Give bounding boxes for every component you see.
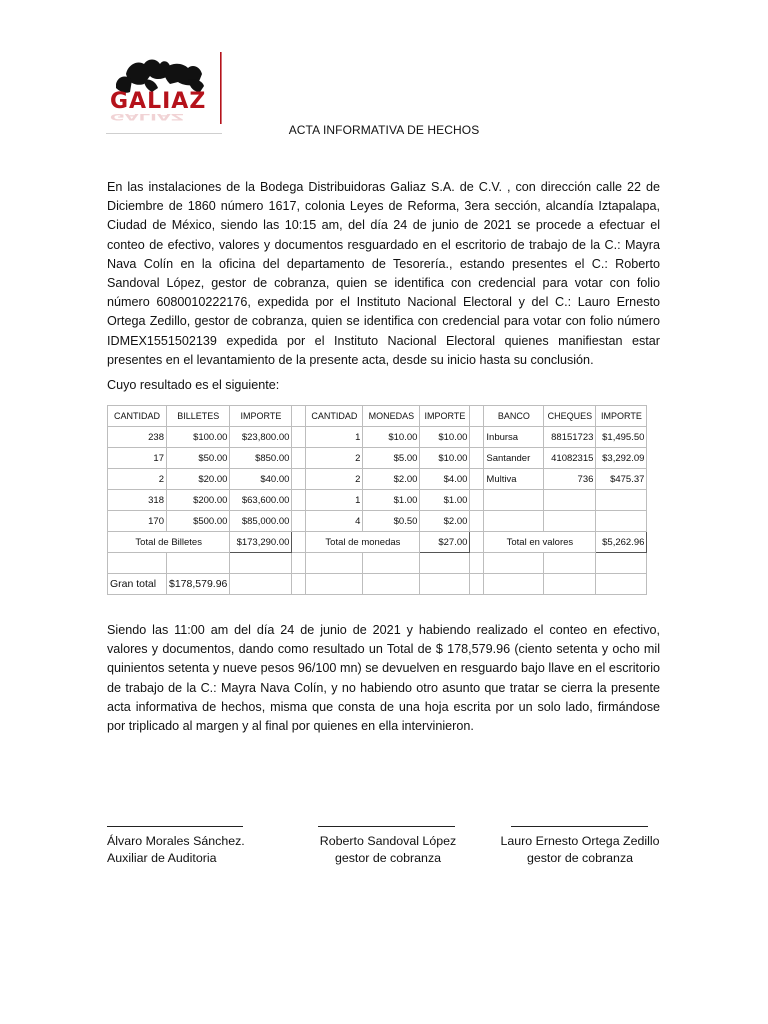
coins-amount: $10.00 xyxy=(420,427,470,448)
empty-cell xyxy=(596,553,647,574)
table-row xyxy=(108,511,647,532)
bills-amount: $40.00 xyxy=(230,469,292,490)
empty-cell xyxy=(596,574,647,595)
table-row xyxy=(108,490,647,511)
spacer-cell xyxy=(292,511,306,532)
bills-quantity: 170 xyxy=(108,511,167,532)
totals-row xyxy=(108,532,647,553)
spacer-cell xyxy=(470,532,484,553)
check-amount xyxy=(596,490,647,511)
check-amount: $475.37 xyxy=(596,469,647,490)
bank-name xyxy=(484,511,544,532)
header-cell: BANCO xyxy=(484,406,544,427)
signature-block-1 xyxy=(107,833,245,867)
bills-amount: $85,000.00 xyxy=(230,511,292,532)
grand-total-label: Gran total xyxy=(108,574,167,595)
check-number: 736 xyxy=(544,469,596,490)
check-number xyxy=(544,511,596,532)
check-number: 88151723 xyxy=(544,427,596,448)
coins-total-label: Total de monedas xyxy=(306,532,420,553)
empty-cell xyxy=(306,553,363,574)
coins-amount: $1.00 xyxy=(420,490,470,511)
coins-amount: $4.00 xyxy=(420,469,470,490)
check-number xyxy=(544,490,596,511)
bills-amount: $850.00 xyxy=(230,448,292,469)
signer-name: Álvaro Morales Sánchez. xyxy=(107,834,245,848)
coins-quantity: 1 xyxy=(306,490,363,511)
signer-role: Auxiliar de Auditoria xyxy=(107,851,217,865)
logo-text: GALIAZ xyxy=(110,89,207,114)
check-amount xyxy=(596,511,647,532)
spacer-cell xyxy=(470,574,484,595)
company-logo xyxy=(104,50,224,134)
empty-cell xyxy=(420,574,470,595)
empty-cell xyxy=(420,553,470,574)
signer-role: gestor de cobranza xyxy=(526,851,634,865)
document-title: ACTA INFORMATIVA DE HECHOS xyxy=(288,123,480,137)
spacer-cell xyxy=(470,469,484,490)
empty-cell xyxy=(544,574,596,595)
empty-cell xyxy=(230,574,292,595)
signer-name: Roberto Sandoval López xyxy=(319,834,457,848)
empty-row xyxy=(108,553,647,574)
coins-quantity: 2 xyxy=(306,448,363,469)
coins-quantity: 4 xyxy=(306,511,363,532)
table-row xyxy=(108,448,647,469)
grand-total-row xyxy=(108,574,647,595)
header-cell: IMPORTE xyxy=(230,406,292,427)
bills-total-label: Total de Billetes xyxy=(108,532,230,553)
signer-name: Lauro Ernesto Ortega Zedillo xyxy=(500,834,660,848)
coins-denomination: $2.00 xyxy=(363,469,420,490)
header-cell: CANTIDAD xyxy=(108,406,167,427)
empty-cell xyxy=(230,553,292,574)
table-row xyxy=(108,427,647,448)
bills-denomination: $20.00 xyxy=(167,469,230,490)
spacer-cell xyxy=(470,427,484,448)
bills-quantity: 318 xyxy=(108,490,167,511)
spacer-cell xyxy=(292,427,306,448)
bills-quantity: 2 xyxy=(108,469,167,490)
bills-quantity: 238 xyxy=(108,427,167,448)
bank-name xyxy=(484,490,544,511)
spacer-cell xyxy=(292,406,306,427)
bills-amount: $23,800.00 xyxy=(230,427,292,448)
coins-denomination: $10.00 xyxy=(363,427,420,448)
bills-total-value: $173,290.00 xyxy=(230,532,292,553)
table-row xyxy=(108,469,647,490)
coins-denomination: $1.00 xyxy=(363,490,420,511)
coins-amount: $2.00 xyxy=(420,511,470,532)
opening-paragraph: En las instalaciones de la Bodega Distribuidoras Galiaz S.A. de C.V. , con dirección calle 22 de Diciembre de 1860 número 1617, colonia Leyes de Reforma, 3era sección, alcandía Iztapalapa, Ciudad de México, siendo las 10:15 am, del día 24 de junio de 2021 se procede a efectuar el conteo de efectivo, valores y documentos resguardado en el escritorio de trabajo de la C.: Mayra Nava Colín en la oficina del departamento de Tesorería., estando presentes el C.: Roberto Sandoval López, gestor de cobranza, quien se identifica con credencial para votar con folio número 6080010222176, expedida por el Instituto Nacional Electoral y del C.: Lauro Ernesto Ortega Zedillo, gestor de cobranza, quien se identifica con credencial para votar con folio número IDMEX1551502139 expedida por el Instituto Nacional Electoral quienes manifiestan estar presentes en el levantamiento de la presente acta, desde su inicio hasta su conclusión. xyxy=(107,180,660,367)
signature-line-3 xyxy=(511,826,648,827)
check-amount: $3,292.09 xyxy=(596,448,647,469)
empty-cell xyxy=(306,574,363,595)
spacer-cell xyxy=(292,469,306,490)
spacer-cell xyxy=(292,574,306,595)
header-cell: IMPORTE xyxy=(420,406,470,427)
header-cell: CANTIDAD xyxy=(306,406,363,427)
spacer-cell xyxy=(292,532,306,553)
coins-total-value: $27.00 xyxy=(420,532,470,553)
empty-cell xyxy=(363,553,420,574)
check-number: 41082315 xyxy=(544,448,596,469)
spacer-cell xyxy=(292,448,306,469)
bills-denomination: $200.00 xyxy=(167,490,230,511)
empty-cell xyxy=(108,553,167,574)
spacer-cell xyxy=(470,406,484,427)
svg-text:GALIAZ: GALIAZ xyxy=(110,111,184,122)
signature-line-2 xyxy=(318,826,455,827)
empty-cell xyxy=(167,553,230,574)
header-cell: IMPORTE xyxy=(596,406,647,427)
empty-cell xyxy=(484,553,544,574)
count-table xyxy=(107,405,647,595)
bills-denomination: $500.00 xyxy=(167,511,230,532)
header-cell: MONEDAS xyxy=(363,406,420,427)
bills-denomination: $50.00 xyxy=(167,448,230,469)
bank-name: Multiva xyxy=(484,469,544,490)
spacer-cell xyxy=(470,511,484,532)
coins-denomination: $0.50 xyxy=(363,511,420,532)
coins-denomination: $5.00 xyxy=(363,448,420,469)
empty-cell xyxy=(544,553,596,574)
empty-cell xyxy=(363,574,420,595)
spacer-cell xyxy=(470,553,484,574)
coins-quantity: 1 xyxy=(306,427,363,448)
check-amount: $1,495.50 xyxy=(596,427,647,448)
spacer-cell xyxy=(292,553,306,574)
grand-total-value: $178,579.96 xyxy=(167,574,230,595)
coins-quantity: 2 xyxy=(306,469,363,490)
bank-name: Santander xyxy=(484,448,544,469)
signature-block-2 xyxy=(300,833,476,867)
bank-total-label: Total en valores xyxy=(484,532,596,553)
spacer-cell xyxy=(470,448,484,469)
header-cell: BILLETES xyxy=(167,406,230,427)
coins-amount: $10.00 xyxy=(420,448,470,469)
bank-total-value: $5,262.96 xyxy=(596,532,647,553)
signature-block-3 xyxy=(490,833,670,867)
bills-quantity: 17 xyxy=(108,448,167,469)
spacer-cell xyxy=(292,490,306,511)
bills-denomination: $100.00 xyxy=(167,427,230,448)
table-header-row xyxy=(108,406,647,427)
results-intro: Cuyo resultado es el siguiente: xyxy=(107,378,280,392)
bills-amount: $63,600.00 xyxy=(230,490,292,511)
signature-line-1 xyxy=(107,826,243,827)
empty-cell xyxy=(484,574,544,595)
bank-name: Inbursa xyxy=(484,427,544,448)
signer-role: gestor de cobranza xyxy=(334,851,442,865)
spacer-cell xyxy=(470,490,484,511)
closing-paragraph: Siendo las 11:00 am del día 24 de junio de 2021 y habiendo realizado el conteo en efectivo, valores y documentos, dando como resultado un Total de $ 178,579.96 (ciento setenta y ocho mil quinientos setenta y nueve pesos 96/100 mn) se devuelven en resguardo bajo llave en el escritorio de trabajo de la C.: Mayra Nava Colín, y no habiendo otro asunto que tratar se cierra la presente acta informativa de hechos, misma que consta de una hoja escrita por un solo lado, firmándose por triplicado al margen y al final por quienes en ella intervinieron. xyxy=(107,623,660,734)
header-cell: CHEQUES xyxy=(544,406,596,427)
